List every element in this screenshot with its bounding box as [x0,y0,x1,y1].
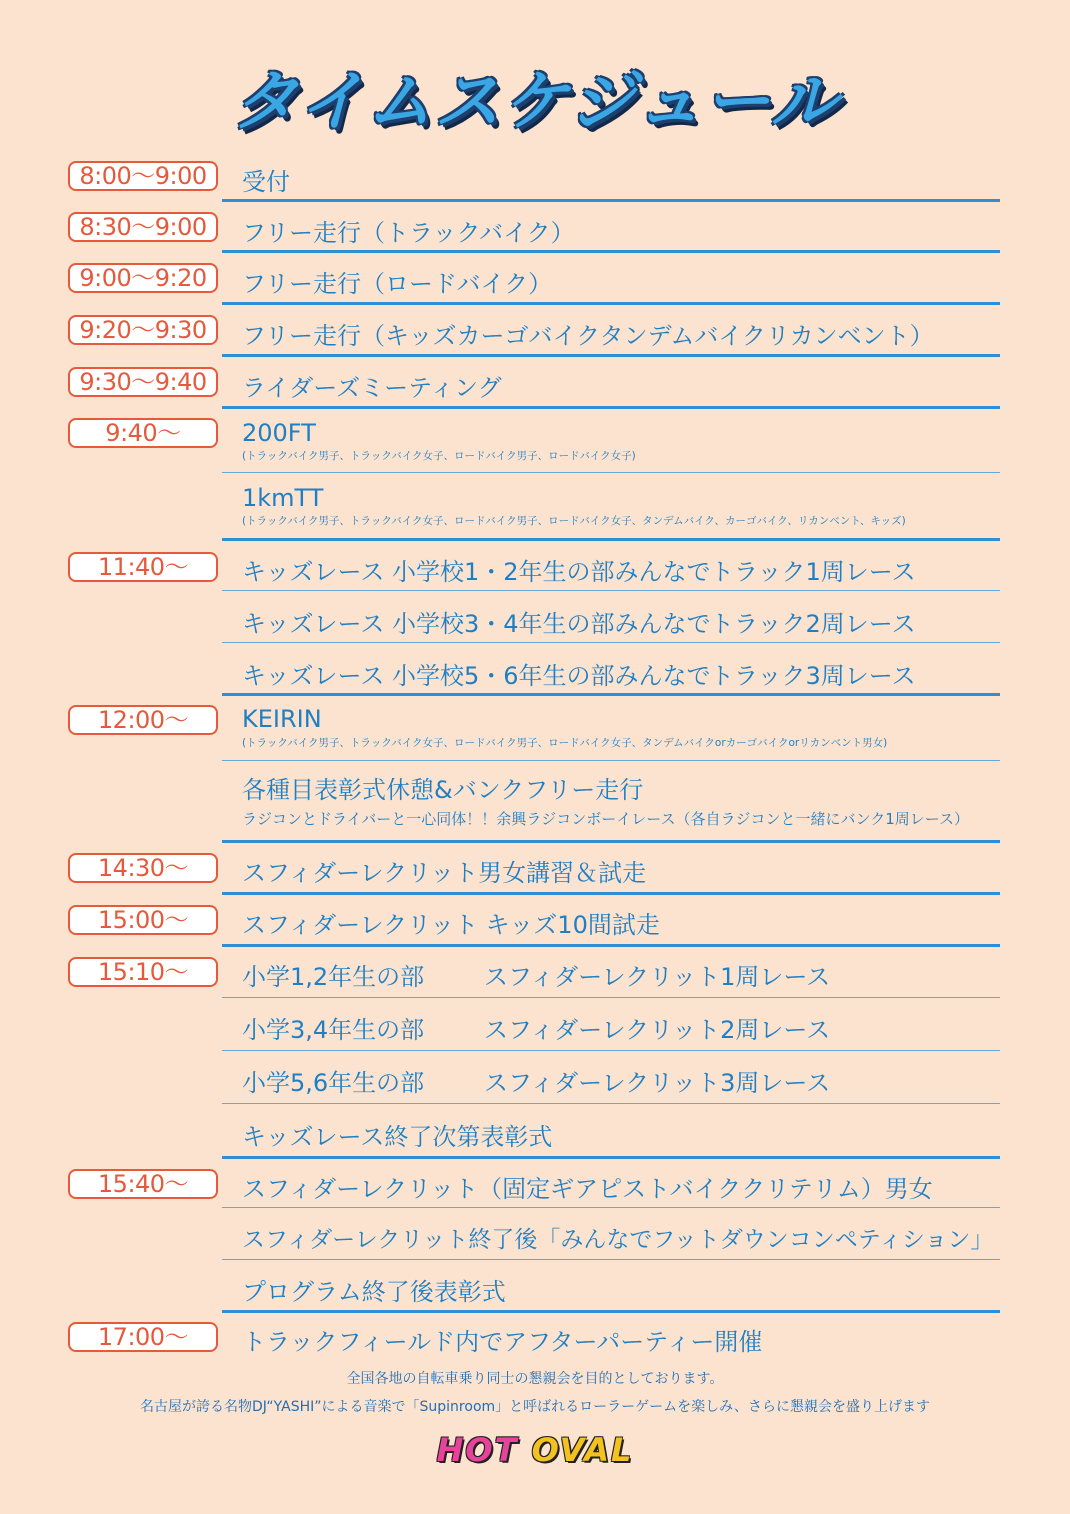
hot-oval-logo [430,1428,640,1472]
schedule-item: ライダーズミーティング [242,374,502,402]
time-badge: 9:00〜9:20 [68,263,218,293]
page-title: タイムスケジュール [231,63,839,140]
schedule-item: 小学3,4年生の部 [242,1016,425,1044]
divider [222,590,1000,591]
divider [222,760,1000,761]
schedule-subtext: (トラックバイク男子、トラックバイク女子、ロードバイク男子、ロードバイク女子) [242,450,636,462]
divider [222,1156,1000,1159]
time-badge: 15:00〜 [68,905,218,935]
schedule-item-detail: スフィダーレクリット2周レース [484,1016,831,1044]
divider [222,302,1000,305]
time-badge: 14:30〜 [68,853,218,883]
schedule-item: KEIRIN [242,705,322,733]
divider [222,199,1000,202]
divider [222,1207,1000,1208]
schedule-item: 小学5,6年生の部 [242,1069,425,1097]
schedule-item: フリー走行（トラックバイク） [242,219,575,247]
schedule-item: 1kmTT [242,484,324,512]
schedule-item: 小学1,2年生の部 [242,963,425,991]
divider [222,406,1000,409]
schedule-item: フリー走行（キッズカーゴバイクタンデムバイクリカンベント） [242,322,934,350]
logo-oval: OVAL [531,1431,634,1469]
divider [222,472,1000,473]
schedule-item: スフィダーレクリット キッズ10間試走 [242,911,660,939]
time-badge: 8:30〜9:00 [68,212,218,242]
divider [222,642,1000,643]
schedule-item: キッズレース 小学校5・6年生の部みんなでトラック3周レース [242,662,916,690]
divider [222,840,1000,843]
time-badge: 8:00〜9:00 [68,161,218,191]
schedule-item: キッズレース終了次第表彰式 [242,1123,553,1151]
logo-hot: HOT [436,1431,519,1469]
schedule-item: スフィダーレクリット（固定ギアピストバイククリテリム）男女 [242,1175,933,1203]
divider [222,944,1000,947]
time-badge: 9:20〜9:30 [68,315,218,345]
schedule-item: フリー走行（ロードバイク） [242,270,553,298]
divider [222,250,1000,253]
schedule-item: キッズレース 小学校3・4年生の部みんなでトラック2周レース [242,610,916,638]
divider [222,354,1000,357]
schedule-item: プログラム終了後表彰式 [242,1278,506,1306]
divider [222,538,1000,541]
time-badge: 9:40〜 [68,418,218,448]
schedule-item: スフィダーレクリット終了後「みんなでフットダウンコンペティション」 [242,1227,994,1253]
footer-line-1: 全国各地の自転車乗り同士の懇親会を目的としております。 [346,1371,724,1387]
time-badge: 9:30〜9:40 [68,367,218,397]
divider [222,1103,1000,1104]
schedule-item: 受付 [242,168,290,196]
time-badge: 15:40〜 [68,1169,218,1199]
schedule-item-detail: スフィダーレクリット1周レース [484,963,831,991]
schedule-item: スフィダーレクリット男女講習＆試走 [242,859,647,887]
schedule-item: 各種目表彰式休憩&バンクフリー走行 [242,776,644,804]
schedule-item: キッズレース 小学校1・2年生の部みんなでトラック1周レース [242,558,916,586]
divider [222,1050,1000,1051]
divider [222,693,1000,696]
schedule-item: 200FT [242,419,316,447]
schedule-subtext: (トラックバイク男子、トラックバイク女子、ロードバイク男子、ロードバイク女子、タンデムバイク、カーゴバイク、リカンベント、キッズ) [242,515,906,527]
divider [222,1310,1000,1313]
footer-line-2: 名古屋が誇る名物DJ“YASHI”による音楽で「Supinroom」と呼ばれるローラーゲームを楽しみ、さらに懇親会を盛り上げます [140,1399,930,1415]
schedule-subtext: ラジコンとドライバーと一心同体！！余興ラジコンボーイレース（各自ラジコンと一緒にバンク1周レース） [242,810,969,828]
divider [222,892,1000,895]
time-badge: 12:00〜 [68,705,218,735]
schedule-subtext: (トラックバイク男子、トラックバイク女子、ロードバイク男子、ロードバイク女子、タンデムバイクorカーゴバイクorリカンベント男女) [242,737,888,749]
time-badge: 17:00〜 [68,1322,218,1352]
time-badge: 15:10〜 [68,957,218,987]
divider [222,997,1000,998]
schedule-item: トラックフィールド内でアフターパーティー開催 [242,1328,763,1356]
divider [222,1259,1000,1260]
time-badge: 11:40〜 [68,552,218,582]
schedule-item-detail: スフィダーレクリット3周レース [484,1069,831,1097]
